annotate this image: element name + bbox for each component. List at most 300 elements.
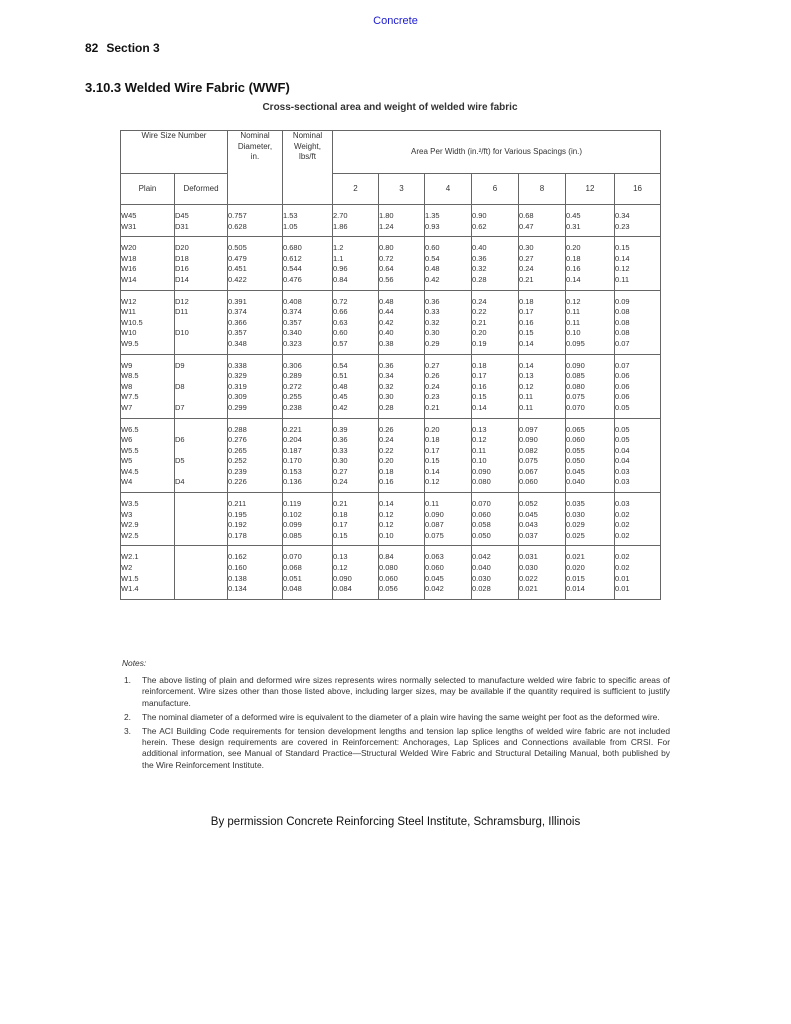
cell-value: 0.72	[379, 253, 394, 263]
cell-value	[175, 467, 227, 478]
cell-value: 0.10	[472, 456, 487, 466]
spacing-header: 8	[519, 174, 566, 205]
cell-value: 0.93	[425, 221, 440, 231]
cell-value: 0.26	[379, 424, 394, 434]
section-label: Section 3	[106, 41, 160, 55]
cell-value: 0.06	[615, 371, 630, 381]
area-3in-cell	[379, 354, 425, 418]
header-link-concrete[interactable]: Concrete	[373, 15, 418, 27]
cell-value: 0.170	[283, 456, 302, 466]
area-12in-cell	[566, 205, 615, 237]
area-per-width-header: Area Per Width (in.²/ft) for Various Spacings (in.)	[333, 131, 661, 174]
cell-value: 0.211	[228, 499, 247, 509]
note-number: 3.	[124, 726, 131, 737]
cell-value: 0.084	[333, 584, 352, 594]
wwf-table	[120, 130, 661, 600]
cell-value: 0.058	[472, 520, 491, 530]
cell-value: 0.16	[379, 477, 394, 487]
cell-value: 0.299	[228, 402, 247, 412]
cell-value: W16	[121, 264, 137, 274]
cell-value: 0.451	[228, 264, 247, 274]
cell-value: 0.08	[615, 328, 630, 338]
area-12in-cell	[566, 237, 615, 290]
nominal-weight-cell	[283, 493, 333, 546]
note-item	[122, 675, 670, 709]
cell-value: 0.226	[228, 477, 247, 487]
cell-value: 0.15	[472, 392, 487, 402]
area-6in-cell	[472, 493, 519, 546]
area-8in-cell	[519, 418, 566, 493]
area-2in-cell	[333, 493, 379, 546]
area-6in-cell	[472, 354, 519, 418]
cell-value: 0.329	[228, 371, 247, 381]
area-3in-cell	[379, 418, 425, 493]
cell-value: 1.1	[333, 253, 344, 263]
area-8in-cell	[519, 354, 566, 418]
area-6in-cell	[472, 237, 519, 290]
cell-value: 0.14	[519, 338, 534, 348]
cell-value: W4.5	[121, 466, 139, 476]
cell-value: 0.319	[228, 381, 247, 391]
nominal-weight-cell	[283, 237, 333, 290]
cell-value: 0.05	[615, 435, 630, 445]
area-4in-cell	[425, 546, 472, 599]
area-8in-cell	[519, 493, 566, 546]
nominal-diameter-cell	[228, 237, 283, 290]
cell-value	[175, 392, 227, 403]
cell-value: 0.32	[472, 264, 487, 274]
cell-value: 0.051	[283, 573, 302, 583]
nominal-diameter-cell	[228, 354, 283, 418]
cell-value: 0.30	[425, 328, 440, 338]
spacing-header: 6	[472, 174, 519, 205]
cell-value	[175, 520, 227, 531]
cell-value: 0.043	[519, 520, 538, 530]
cell-value: 0.36	[333, 435, 348, 445]
cell-value: 0.040	[472, 563, 491, 573]
cell-value: 0.60	[425, 243, 440, 253]
plain-wire-cell	[121, 354, 175, 418]
cell-value: 0.060	[425, 563, 444, 573]
cell-value: 0.17	[333, 520, 348, 530]
cell-value: 0.338	[228, 360, 247, 370]
cell-value: 0.27	[333, 466, 348, 476]
area-16in-cell	[615, 354, 661, 418]
cell-value: 0.097	[519, 424, 538, 434]
cell-value: 0.21	[333, 499, 348, 509]
area-16in-cell	[615, 205, 661, 237]
cell-value: 1.05	[283, 221, 298, 231]
cell-value: 1.86	[333, 221, 348, 231]
cell-value: D16	[175, 264, 189, 274]
deformed-wire-cell	[175, 290, 228, 354]
cell-value: W9.5	[121, 338, 139, 348]
cell-value: D14	[175, 274, 189, 284]
cell-value: 0.085	[283, 530, 302, 540]
cell-value: 0.374	[228, 307, 247, 317]
deformed-header: Deformed	[175, 174, 228, 205]
cell-value: 0.09	[615, 296, 630, 306]
area-16in-cell	[615, 237, 661, 290]
area-4in-cell	[425, 205, 472, 237]
cell-value	[175, 499, 227, 510]
area-16in-cell	[615, 493, 661, 546]
cell-value: 0.187	[283, 445, 302, 455]
cell-value: 0.138	[228, 573, 247, 583]
nominal-weight-cell	[283, 418, 333, 493]
nominal-weight-header: Nominal Weight, lbs/ft	[283, 131, 333, 205]
cell-value: W31	[121, 221, 137, 231]
cell-value: 0.289	[283, 371, 302, 381]
cell-value: 0.075	[425, 530, 444, 540]
spacing-header: 3	[379, 174, 425, 205]
nominal-weight-cell	[283, 354, 333, 418]
cell-value: 0.102	[283, 509, 302, 519]
cell-value: 0.20	[566, 243, 581, 253]
cell-value: D31	[175, 221, 189, 231]
cell-value: W2.9	[121, 520, 139, 530]
cell-value: 0.32	[425, 317, 440, 327]
cell-value: W1.4	[121, 584, 139, 594]
cell-value: 0.36	[425, 296, 440, 306]
cell-value: 0.30	[333, 456, 348, 466]
cell-value: 0.23	[615, 221, 630, 231]
cell-value: 0.11	[519, 402, 534, 412]
cell-value: 0.628	[228, 221, 247, 231]
cell-value: W20	[121, 243, 137, 253]
cell-value: 0.02	[615, 520, 630, 530]
cell-value: D5	[175, 456, 185, 466]
cell-value: 0.056	[379, 584, 398, 594]
notes-section	[122, 658, 670, 774]
cell-value: 0.23	[425, 392, 440, 402]
cell-value: 0.01	[615, 573, 630, 583]
cell-value: 0.476	[283, 274, 302, 284]
cell-value: 1.80	[379, 211, 394, 220]
cell-value: 0.29	[425, 338, 440, 348]
cell-value	[175, 318, 227, 329]
cell-value: W6.5	[121, 424, 139, 434]
table-row-group	[121, 418, 661, 493]
area-16in-cell	[615, 418, 661, 493]
cell-value: 0.030	[472, 573, 491, 583]
cell-value: 0.029	[566, 520, 585, 530]
cell-value: 0.042	[472, 552, 491, 562]
cell-value: 0.60	[333, 328, 348, 338]
cell-value: 0.04	[615, 445, 630, 455]
cell-value: 1.35	[425, 211, 440, 220]
cell-value: 0.288	[228, 424, 247, 434]
cell-value: 0.045	[425, 573, 444, 583]
cell-value: D10	[175, 328, 189, 338]
permission-credit: By permission Concrete Reinforcing Steel Institute, Schramsburg, Illinois	[210, 816, 581, 828]
nominal-diameter-cell	[228, 546, 283, 599]
cell-value: 0.040	[566, 477, 585, 487]
cell-value: 0.15	[333, 530, 348, 540]
cell-value: 0.090	[425, 509, 444, 519]
area-8in-cell	[519, 205, 566, 237]
cell-value: 0.42	[333, 402, 348, 412]
cell-value: 0.45	[333, 392, 348, 402]
cell-value: 0.022	[519, 573, 538, 583]
cell-value: 0.10	[566, 328, 581, 338]
cell-value: W10.5	[121, 317, 143, 327]
cell-value: 0.57	[333, 338, 348, 348]
cell-value: D45	[175, 211, 189, 220]
page-number: 82	[85, 41, 99, 55]
cell-value: 0.02	[615, 530, 630, 540]
cell-value: 0.14	[519, 360, 534, 370]
area-6in-cell	[472, 546, 519, 599]
cell-value: 2.70	[333, 211, 348, 220]
cell-value: 0.192	[228, 520, 247, 530]
cell-value: 0.095	[566, 338, 585, 348]
page-header	[85, 41, 160, 55]
cell-value: 0.052	[519, 499, 538, 509]
cell-value: 0.04	[615, 456, 630, 466]
nominal-diameter-cell	[228, 205, 283, 237]
cell-value: 0.56	[379, 274, 394, 284]
cell-value: 0.48	[379, 296, 394, 306]
cell-value: W45	[121, 211, 137, 220]
cell-value: 0.18	[566, 253, 581, 263]
cell-value: W6	[121, 435, 133, 445]
cell-value: 0.348	[228, 338, 247, 348]
cell-value: 0.221	[283, 424, 302, 434]
cell-value: 0.357	[283, 317, 302, 327]
cell-value: 0.12	[425, 477, 440, 487]
cell-value: 0.340	[283, 328, 302, 338]
plain-wire-cell	[121, 205, 175, 237]
cell-value: 0.239	[228, 466, 247, 476]
cell-value: 0.24	[472, 296, 487, 306]
cell-value: D7	[175, 402, 185, 412]
cell-value: 0.14	[615, 253, 630, 263]
cell-value: 0.26	[425, 371, 440, 381]
cell-value: 0.374	[283, 307, 302, 317]
area-6in-cell	[472, 290, 519, 354]
cell-value: 0.030	[566, 509, 585, 519]
cell-value: W14	[121, 274, 137, 284]
cell-value: 0.18	[472, 360, 487, 370]
cell-value: 0.050	[566, 456, 585, 466]
cell-value: 0.18	[333, 509, 348, 519]
cell-value	[175, 446, 227, 457]
cell-value: 0.02	[615, 563, 630, 573]
cell-value: 0.54	[425, 253, 440, 263]
cell-value: W4	[121, 477, 133, 487]
cell-value: 0.20	[425, 424, 440, 434]
cell-value: W12	[121, 296, 137, 306]
spacing-header: 16	[615, 174, 661, 205]
cell-value: D12	[175, 296, 189, 306]
cell-value: 0.162	[228, 552, 247, 562]
cell-value: 0.12	[519, 381, 534, 391]
cell-value: 0.34	[615, 211, 630, 220]
area-8in-cell	[519, 290, 566, 354]
section-heading: 3.10.3 Welded Wire Fabric (WWF)	[85, 80, 290, 95]
cell-value: 0.90	[472, 211, 487, 220]
cell-value: 0.18	[425, 435, 440, 445]
cell-value: 0.47	[519, 221, 534, 231]
cell-value: D11	[175, 307, 189, 317]
cell-value: 0.38	[379, 338, 394, 348]
cell-value: 0.099	[283, 520, 302, 530]
cell-value: 0.30	[519, 243, 534, 253]
cell-value: D6	[175, 435, 185, 445]
cell-value: D8	[175, 381, 185, 391]
cell-value: W5	[121, 456, 133, 466]
cell-value: 0.33	[333, 445, 348, 455]
cell-value: 0.10	[379, 530, 394, 540]
cell-value: 0.20	[379, 456, 394, 466]
cell-value: W5.5	[121, 445, 139, 455]
cell-value: 0.03	[615, 477, 630, 487]
area-8in-cell	[519, 237, 566, 290]
note-number: 2.	[124, 711, 131, 722]
cell-value: 0.075	[519, 456, 538, 466]
cell-value: 0.265	[228, 445, 247, 455]
cell-value: 0.028	[472, 584, 491, 594]
cell-value: 0.13	[472, 424, 487, 434]
deformed-wire-cell	[175, 237, 228, 290]
cell-value: D20	[175, 243, 189, 253]
cell-value: 0.63	[333, 317, 348, 327]
cell-value: 0.21	[472, 317, 487, 327]
cell-value: 0.84	[379, 552, 394, 562]
cell-value: 0.757	[228, 211, 247, 220]
cell-value: D18	[175, 253, 189, 263]
spacing-header: 2	[333, 174, 379, 205]
cell-value: 0.391	[228, 296, 247, 306]
deformed-wire-cell	[175, 354, 228, 418]
cell-value	[175, 574, 227, 585]
area-3in-cell	[379, 205, 425, 237]
cell-value: 0.680	[283, 243, 302, 253]
cell-value: 0.323	[283, 338, 302, 348]
cell-value: 0.080	[566, 381, 585, 391]
cell-value: 0.014	[566, 584, 585, 594]
wire-size-number-header: Wire Size Number	[121, 131, 228, 174]
cell-value: 0.14	[379, 499, 394, 509]
cell-value: 0.309	[228, 392, 247, 402]
cell-value: 0.62	[472, 221, 487, 231]
cell-value	[175, 371, 227, 382]
cell-value: 0.060	[379, 573, 398, 583]
deformed-wire-cell	[175, 493, 228, 546]
cell-value: 0.13	[519, 371, 534, 381]
cell-value: 0.021	[519, 584, 538, 594]
cell-value: 0.065	[566, 424, 585, 434]
cell-value: 0.45	[566, 211, 581, 220]
cell-value: 0.12	[379, 509, 394, 519]
cell-value: 0.14	[425, 466, 440, 476]
cell-value: 0.18	[379, 466, 394, 476]
cell-value: 1.53	[283, 211, 298, 220]
cell-value: 0.32	[379, 381, 394, 391]
cell-value: 0.080	[379, 563, 398, 573]
cell-value: 0.17	[425, 445, 440, 455]
cell-value: 0.035	[566, 499, 585, 509]
cell-value: 0.28	[379, 402, 394, 412]
cell-value: 0.090	[519, 435, 538, 445]
cell-value: 0.21	[425, 402, 440, 412]
cell-value: 0.612	[283, 253, 302, 263]
cell-value: 0.42	[425, 274, 440, 284]
cell-value: 0.17	[472, 371, 487, 381]
cell-value: 0.27	[519, 253, 534, 263]
cell-value: 0.03	[615, 466, 630, 476]
table-row-group	[121, 354, 661, 418]
cell-value: 0.34	[379, 371, 394, 381]
cell-value: 0.80	[379, 243, 394, 253]
cell-value: 0.48	[425, 264, 440, 274]
cell-value: 0.067	[519, 466, 538, 476]
cell-value: W9	[121, 360, 133, 370]
cell-value: 0.42	[379, 317, 394, 327]
cell-value: 0.96	[333, 264, 348, 274]
table-row-group	[121, 546, 661, 599]
cell-value: 0.02	[615, 552, 630, 562]
cell-value: 0.306	[283, 360, 302, 370]
area-2in-cell	[333, 205, 379, 237]
cell-value: D9	[175, 360, 185, 370]
cell-value: 0.272	[283, 381, 302, 391]
plain-wire-cell	[121, 418, 175, 493]
cell-value: 0.08	[615, 307, 630, 317]
note-item	[122, 726, 670, 771]
cell-value: 0.195	[228, 509, 247, 519]
cell-value: 0.238	[283, 402, 302, 412]
cell-value: 0.134	[228, 584, 247, 594]
cell-value: W7	[121, 402, 133, 412]
cell-value: D4	[175, 477, 185, 487]
cell-value	[175, 425, 227, 436]
cell-value: 0.479	[228, 253, 247, 263]
cell-value: 0.12	[472, 435, 487, 445]
cell-value: 0.36	[472, 253, 487, 263]
cell-value: 0.40	[379, 328, 394, 338]
cell-value: 0.07	[615, 338, 630, 348]
cell-value: 0.070	[283, 552, 302, 562]
cell-value: 0.39	[333, 424, 348, 434]
cell-value: W1.5	[121, 573, 139, 583]
area-3in-cell	[379, 237, 425, 290]
cell-value: 0.045	[519, 509, 538, 519]
cell-value: 0.136	[283, 477, 302, 487]
cell-value: 0.075	[566, 392, 585, 402]
area-3in-cell	[379, 290, 425, 354]
note-text: The above listing of plain and deformed wire sizes represents wires normally selected to manufacture welded wire fabric to specific areas of reinforcement. Wire sizes other than those listed above, including larger sizes, may be available if the quantity required is sufficient to justify manufacture.	[142, 675, 670, 708]
cell-value: 0.36	[379, 360, 394, 370]
cell-value: 0.025	[566, 530, 585, 540]
cell-value: W10	[121, 328, 137, 338]
cell-value: 0.070	[566, 402, 585, 412]
cell-value: 0.06	[615, 392, 630, 402]
cell-value: 0.11	[472, 445, 487, 455]
cell-value	[175, 563, 227, 574]
cell-value	[175, 510, 227, 521]
cell-value: 0.11	[425, 499, 440, 509]
cell-value: 0.015	[566, 573, 585, 583]
area-12in-cell	[566, 290, 615, 354]
area-2in-cell	[333, 546, 379, 599]
cell-value: 0.255	[283, 392, 302, 402]
cell-value: 0.01	[615, 584, 630, 594]
cell-value: 0.276	[228, 435, 247, 445]
area-3in-cell	[379, 546, 425, 599]
cell-value: 0.070	[472, 499, 491, 509]
